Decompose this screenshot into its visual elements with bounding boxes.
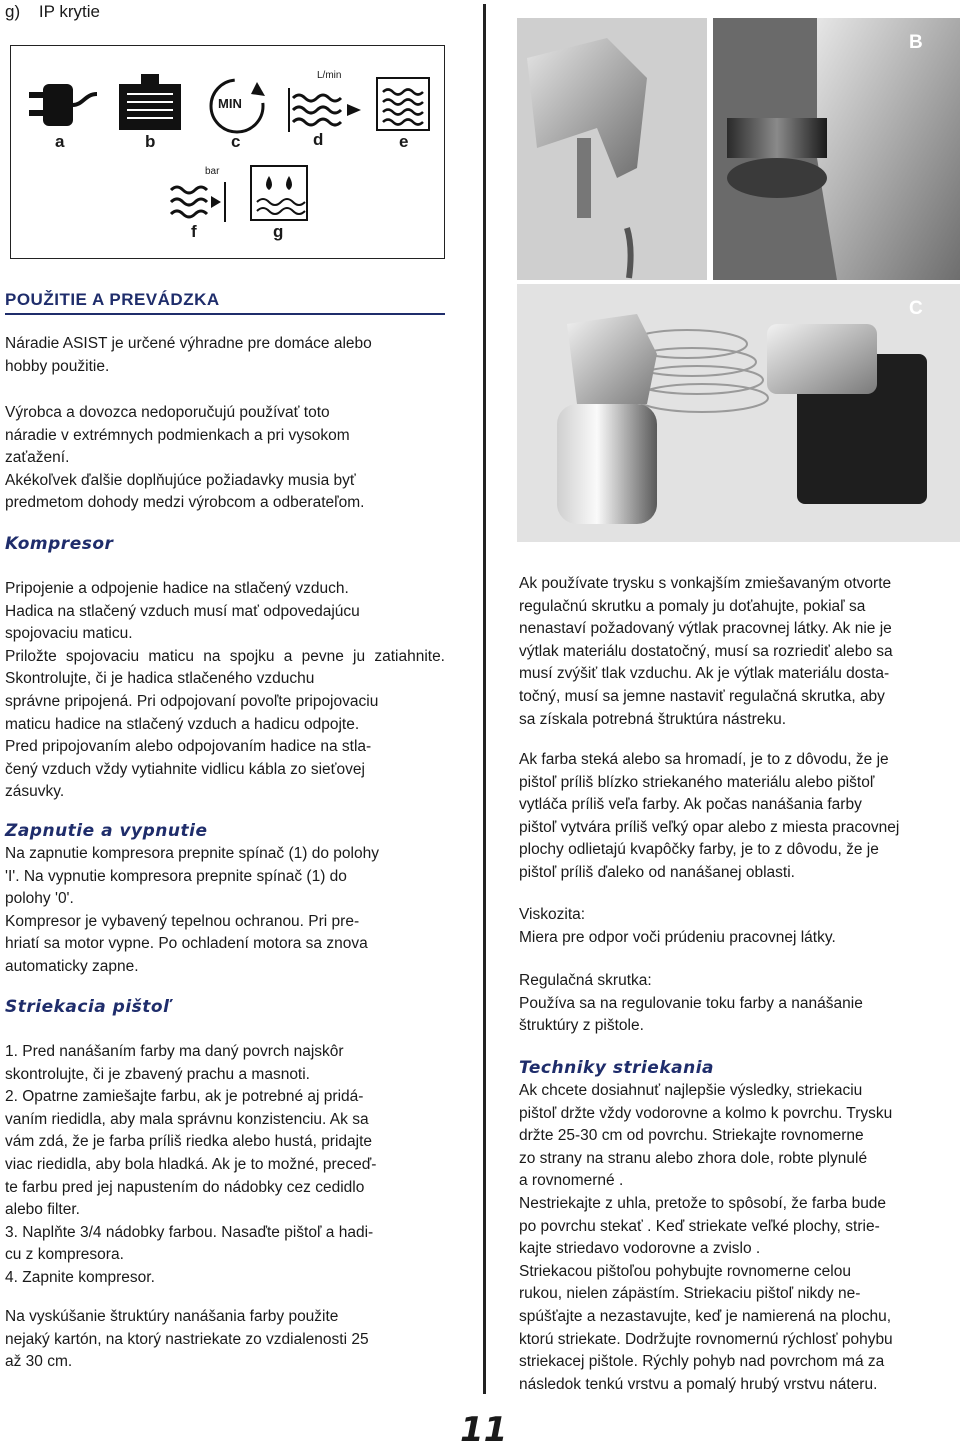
text-line: te farbu pred jej napustením do nádobky cez cedidlo	[5, 1178, 365, 1196]
text-line: ktorú striekate. Dodržujte rovnomernú rýchlosť pohybu	[519, 1330, 893, 1348]
text-line: točný, musí sa jemne nastaviť regulačná skrutka, aby	[519, 687, 885, 705]
text-line: vám zdá, že je farba príliš riedka alebo hustá, pridajte	[5, 1133, 373, 1151]
text-line: čený vzduch vždy vytiahnite vidlicu kábla zo sieťovej	[5, 760, 365, 778]
text-line: Pred pripojovaním alebo odpojovaním hadice na stla-	[5, 738, 372, 756]
text-line: 4. Zapnite kompresor.	[5, 1268, 155, 1286]
protection-icons-panel	[10, 45, 445, 259]
ip-heading-letter: g)	[5, 2, 21, 21]
text-line: cu z kompresora.	[5, 1246, 124, 1264]
gun-paragraph-2	[5, 1306, 445, 1374]
text-line: vaním riedidla, aby mala správnu konzistenciu. Ak sa	[5, 1110, 369, 1128]
icon-letter-e: e	[399, 132, 409, 151]
text-line: kajte striedavo vodorovne a zvislo .	[519, 1240, 761, 1258]
text-line: Ak používate trysku s vonkajším zmiešavaným otvorte	[519, 575, 892, 592]
gun-paragraph-1	[5, 1041, 445, 1290]
text-line: správne pripojená. Pri odpojovaní povoľte pripojovaciu	[5, 692, 379, 710]
spray-gun-photo-illustration	[517, 18, 960, 280]
text-line: zaťažení.	[5, 449, 70, 467]
text-line: a rovnomerné .	[519, 1172, 624, 1190]
switching-paragraph	[5, 843, 445, 979]
text-line: spúšťajte a nezastavujte, keď je namierená na plochu,	[519, 1307, 892, 1325]
usage-paragraph-1	[5, 333, 445, 378]
text-line: rukou, nielen zápästím. Striekaciu pištoľ nikdy ne-	[519, 1285, 861, 1303]
text-line: maticu hadice na stlačený vzduch a hadicu odpojte.	[5, 715, 360, 733]
pressure-icon	[167, 164, 229, 224]
min-label: MIN	[218, 96, 242, 111]
text-line: po povrchu stekať . Keď striekate veľké plochy, strie-	[519, 1217, 880, 1235]
text-line: Akékoľvek ďalšie doplňujúce požiadavky musia byť	[5, 471, 356, 489]
text-line: musí zvýšiť tlak vzduchu. Ak je výtlak materiálu dosta-	[519, 665, 890, 683]
min-rotation-icon	[205, 74, 269, 138]
photo-c-label: C	[909, 298, 923, 319]
text-line: následok tenkú vrstvu a pomalý hrubý vrstvu náteru.	[519, 1375, 878, 1393]
text-line: 1. Pred nanášaním farby ma daný povrch najskôr	[5, 1043, 344, 1060]
usage-paragraph-2	[5, 402, 445, 515]
column-divider	[483, 4, 486, 1394]
text-line: nenastaví požadovaný výtlak pracovnej látky. Ak nie je	[519, 620, 892, 638]
text-line: alebo filter.	[5, 1201, 80, 1219]
viscosity-definition	[519, 904, 959, 949]
text-line: 2. Opatrne zamiešajte farbu, ak je potrebné aj pridá-	[5, 1088, 364, 1106]
text-line: Výrobca a dovozca nedoporučujú používať toto	[5, 404, 330, 421]
compressor-paragraph	[5, 578, 445, 804]
text-line: štruktúry z pištole.	[519, 1017, 644, 1035]
right-paragraph-1	[519, 573, 959, 731]
airflow-icon	[287, 68, 363, 138]
text-line: polohy '0'.	[5, 890, 74, 908]
gun-heading: Striekacia pištoľ	[5, 997, 170, 1017]
compressor-photo-illustration	[517, 284, 960, 542]
text-line: Striekacou pištoľou pohybujte rovnomerne celou	[519, 1262, 851, 1280]
techniques-heading: Techniky striekania	[519, 1058, 715, 1078]
text-line: sa získala potrebná štruktúra nástreku.	[519, 710, 787, 728]
text-line: Nestriekajte z uhla, pretože to spôsobí, že farba bude	[519, 1194, 887, 1212]
text-line: Na zapnutie kompresora prepnite spínač (1) do polohy	[5, 845, 379, 862]
text-line: hobby použitie.	[5, 357, 110, 375]
text-line: plochy odlietajú kvapôčky farby, je to z dôvodu, že je	[519, 841, 879, 859]
text-line: držte 25-30 cm od povrchu. Striekajte rovnomerne	[519, 1127, 864, 1145]
text-line: Ak farba steká alebo sa hromadí, je to z dôvodu, že je	[519, 751, 889, 768]
text-line: 3. Naplňte 3/4 nádobky farbou. Nasaďte pištoľ a hadi-	[5, 1223, 374, 1241]
icon-letter-a: a	[55, 132, 65, 151]
text-line: Hadica na stlačený vzduch musí mať odpovedajúcu	[5, 602, 360, 620]
text-line: nejaký kartón, na ktorý nastriekate zo vzdialenosti 25	[5, 1330, 369, 1348]
compressor-heading: Kompresor	[5, 534, 114, 554]
icon-letter-c: c	[231, 132, 241, 151]
text-line: vytláča príliš veľa farby. Ak počas nanášania farby	[519, 796, 862, 814]
text-line: 'I'. Na vypnutie kompresora prepnite spínač (1) do	[5, 867, 347, 885]
photo-b-label: B	[909, 32, 923, 53]
icon-letter-d: d	[313, 130, 324, 149]
usage-title-rule	[5, 313, 445, 315]
text-line: striekacej pištole. Rýchly pohyb nad povrchom má za	[519, 1353, 885, 1371]
icon-letter-b: b	[145, 132, 156, 151]
plug-icon	[27, 76, 99, 134]
text-line: Regulačná skrutka:	[519, 972, 652, 989]
ip-heading-text: IP krytie	[38, 2, 100, 21]
text-line: regulačnú skrutku a pomaly ju doťahujte, pokiaľ sa	[519, 597, 866, 615]
text-line: Viskozita:	[519, 906, 586, 923]
text-line: zo strany na stranu alebo zhora dole, robte plynulé	[519, 1149, 868, 1167]
droplets-icon	[249, 164, 309, 222]
photo-b	[517, 18, 960, 280]
text-line: pištoľ príliš ďaleko od nanášanej oblasti.	[519, 863, 795, 881]
text-line: Ak chcete dosiahnuť najlepšie výsledky, striekaciu	[519, 1082, 863, 1099]
text-line: viac riedidla, aby bola hladká. Ak je to možné, preceď-	[5, 1155, 377, 1173]
text-line: Náradie ASIST je určené výhradne pre domáce alebo	[5, 335, 372, 352]
text-line: pištoľ držte vždy vodorovne a kolmo k povrchu. Trysku	[519, 1104, 893, 1122]
text-line: pištoľ príliš blízko striekaného materiálu alebo pištoľ	[519, 773, 875, 791]
page-number: 11	[460, 1410, 508, 1450]
text-line: Používa sa na regulovanie toku farby a nanášanie	[519, 994, 863, 1012]
text-line: Priložte spojovaciu maticu na spojku a pevne ju zatiahnite. Skontrolujte, či je hadica stlačeného vzduchu	[5, 647, 445, 688]
bar-label: bar	[205, 166, 220, 177]
text-line: Miera pre odpor voči prúdeniu pracovnej látky.	[519, 928, 836, 946]
text-line: náradie v extrémnych podmienkach a pri vysokom	[5, 426, 350, 444]
text-line: predmetom dohody medzi výrobcom a odberateľom.	[5, 494, 365, 512]
text-line: pištoľ vytvára príliš veľký opar alebo z miesta pracovnej	[519, 818, 900, 836]
switching-heading: Zapnutie a vypnutie	[5, 821, 208, 841]
text-line: Na vyskúšanie štruktúry nanášania farby použite	[5, 1308, 339, 1325]
icon-letter-f: f	[191, 222, 197, 241]
text-line: výtlak materiálu dostatočný, musí sa rozriediť alebo sa	[519, 642, 893, 660]
text-line: hriatí sa motor vypne. Po ochladení motora sa znova	[5, 935, 368, 953]
right-paragraph-2	[519, 749, 959, 885]
icon-letter-g: g	[273, 222, 284, 241]
ip-heading	[5, 2, 100, 22]
usage-title: POUŽITIE A PREVÁDZKA	[5, 290, 220, 309]
motor-icon	[115, 72, 185, 136]
text-line: spojovaciu maticu.	[5, 625, 133, 643]
text-line: skontrolujte, či je zbavený prachu a masnoti.	[5, 1065, 310, 1083]
text-line: zásuvky.	[5, 783, 65, 801]
lmin-label: L/min	[317, 70, 342, 81]
text-line: až 30 cm.	[5, 1353, 73, 1371]
photo-c	[517, 284, 960, 542]
text-line: automaticky zapne.	[5, 957, 139, 975]
text-line: Kompresor je vybavený tepelnou ochranou. Pri pre-	[5, 912, 360, 930]
waves-icon	[375, 76, 431, 132]
regulating-screw-definition	[519, 970, 959, 1038]
techniques-paragraph	[519, 1080, 959, 1396]
text-line: Pripojenie a odpojenie hadice na stlačený vzduch.	[5, 580, 349, 597]
